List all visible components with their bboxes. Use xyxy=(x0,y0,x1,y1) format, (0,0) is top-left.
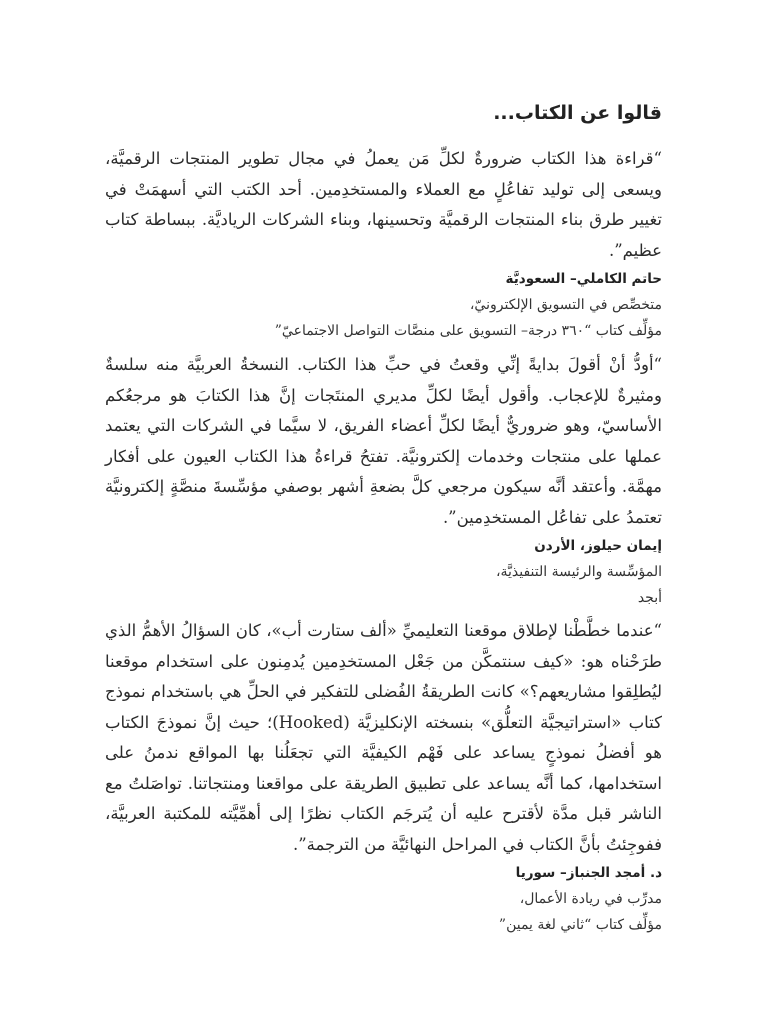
testimonial-block xyxy=(105,144,662,344)
testimonial-quote: “أودُّ أنْ أقولَ بدايةً إنِّي وقعتُ في حبِّ هذا الكتاب. النسخةُ العربيَّة منه سلسةٌ ومثيرةٌ للإعجاب. وأقول أيضًا لكلِّ مديري المنتَجات إنَّ هذا الكتابَ هو مرجعُكم الأساسيّ، وهو ضروريٌّ أيضًا لكلِّ أعضاء الفريق، لا سيَّما في الشركات التي يعتمد عملها على منتجات وخدمات إلكترونيَّة. تفتحُ قراءةُ هذا الكتاب العيون على أفكار مهمَّة. وأعتقد أنَّه سيكون مرجعي كلَّ بضعةِ أشهر بوصفي مؤسِّسةَ منصَّةٍ إلكترونيَّة تعتمدُ على تفاعُل المستخدِمين”. xyxy=(105,355,662,527)
testimonial-block xyxy=(105,616,662,938)
author-title: مؤلِّف كتاب “ثاني لغة يمين” xyxy=(498,917,662,933)
testimonial-author: حاتم الكاملي– السعوديَّة xyxy=(505,271,662,287)
testimonial-block xyxy=(105,350,662,611)
author-title: المؤسِّسة والرئيسة التنفيذيَّة، xyxy=(495,564,662,580)
testimonial-quote: “قراءة هذا الكتاب ضرورةٌ لكلِّ مَن يعملُ في مجال تطوير المنتجات الرقميَّة، ويسعى إلى توليد تفاعُلٍ مع العملاء والمستخدِمين. أحد الكتب التي أسهمَتْ في تغيير طرق بناء المنتجات الرقميَّة وتحسينها، وبناء الشركات الرياديَّة. ببساطة كتاب عظيم”. xyxy=(105,149,662,260)
author-title: مؤلِّف كتاب “٣٦٠ درجة– التسويق على منصَّات التواصل الاجتماعيّ” xyxy=(274,323,662,339)
testimonial-author: إيمان حيلوز، الأردن xyxy=(534,538,662,554)
testimonial-quote: “عندما خطَّطْنا لإطلاق موقعنا التعليميِّ «ألف ستارت أب»، كان السؤالُ الأهمُّ الذي طرَحْناه هو: «كيف سنتمكَّن من جَعْل المستخدِمين يُدمِنون على استخدام موقعنا ليُطلِقوا مشاريعهم؟» كانت الطريقةُ الفُضلى للتفكير في الحلِّ هي باستخدام نموذج كتاب «استراتيجيَّة التعلُّق» بنسخته الإنكليزيَّة (Hooked)؛ حيث إنَّ نموذجَ الكتاب هو أفضلُ نموذجٍ يساعد على فَهْم الكيفيَّة التي تجعَلُنا بها المواقع ندمنُ على استخدامها، كما أنَّه يساعد على تطبيق الطريقة على مواقعنا ومنتجاتنا. تواصَلتُ مع الناشر قبل مدَّة لأقترح عليه أن يُترجَم الكتاب نظرًا إلى أهمِّيَّته للمكتبة العربيَّة، ففوجِئتُ بأنَّ الكتاب في المراحل النهائيَّة من الترجمة”. xyxy=(105,621,662,854)
page-title: قالوا عن الكتاب... xyxy=(493,102,662,124)
author-organization: أبجد xyxy=(637,590,662,606)
testimonial-author: د. أمجد الجنباز– سوريا xyxy=(515,865,662,881)
author-title: متخصِّص في التسويق الإلكترونيّ، xyxy=(469,297,662,313)
author-title: مدرِّب في ريادة الأعمال، xyxy=(519,891,662,907)
